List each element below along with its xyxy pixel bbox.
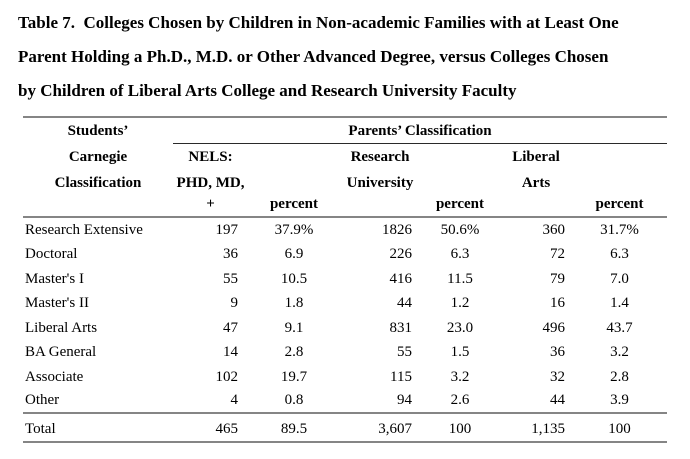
header-spacer xyxy=(420,169,500,195)
caption-line-3: by Children of Liberal Arts College and Research University Faculty xyxy=(18,81,517,100)
cell-percent: 3.2 xyxy=(610,344,629,360)
header-plus: + xyxy=(173,195,248,217)
cell-count: 496 xyxy=(542,319,565,336)
header-spacer xyxy=(500,195,572,217)
table-caption xyxy=(18,6,690,108)
cell-percent: 23.0 xyxy=(446,319,474,336)
header-row-3 xyxy=(23,169,667,195)
cell-percent: 43.7 xyxy=(606,319,633,336)
cell-count: 55 xyxy=(397,344,412,360)
cell-count: 94 xyxy=(340,389,420,414)
table-row xyxy=(23,315,667,340)
cell-percent: 1.5 xyxy=(450,344,470,360)
row-label: Total xyxy=(23,413,173,442)
cell-percent: 6.3 xyxy=(450,246,470,262)
header-liberal: Liberal xyxy=(512,149,560,165)
cell-count: 465 xyxy=(173,413,248,442)
cell-percent: 31.7% xyxy=(600,221,639,238)
cell-count: 1826 xyxy=(382,221,412,238)
cell-count: 32 xyxy=(550,368,565,385)
cell-percent: 7.0 xyxy=(610,270,629,287)
caption-line-1: Table 7. Colleges Chosen by Children in Non-academic Families with at Least One xyxy=(18,13,619,32)
cell-count: 197 xyxy=(215,221,238,238)
cell-count: 44 xyxy=(397,295,412,311)
cell-percent: 10.5 xyxy=(280,270,308,287)
row-label: Liberal Arts xyxy=(25,319,98,336)
cell-percent: 1.4 xyxy=(610,295,629,311)
row-label: Research Extensive xyxy=(25,221,143,238)
cell-percent: 1.2 xyxy=(450,295,470,311)
cell-percent: 9.1 xyxy=(284,319,304,336)
header-spacer xyxy=(248,143,340,169)
cell-percent: 3.9 xyxy=(572,389,667,414)
header-students: Students’ xyxy=(67,123,129,139)
cell-count: 102 xyxy=(215,368,238,385)
cell-count: 79 xyxy=(550,270,565,287)
cell-percent: 100 xyxy=(420,413,500,442)
cell-percent: 2.8 xyxy=(284,344,304,360)
cell-count: 416 xyxy=(389,270,412,287)
cell-percent: 0.8 xyxy=(248,389,340,414)
table-header xyxy=(23,117,667,217)
cell-count: 16 xyxy=(550,295,565,311)
table-row xyxy=(23,364,667,389)
table-row xyxy=(23,217,667,242)
cell-percent: 100 xyxy=(572,413,667,442)
row-label: Doctoral xyxy=(25,246,78,262)
row-label: BA General xyxy=(25,344,97,360)
table-row xyxy=(23,266,667,291)
header-spacer xyxy=(340,195,420,217)
cell-percent: 6.3 xyxy=(610,246,629,262)
row-label: Master's II xyxy=(25,295,89,311)
cell-count: 4 xyxy=(173,389,248,414)
cell-count: 360 xyxy=(542,221,565,238)
row-label: Other xyxy=(23,389,173,414)
cell-percent: 19.7 xyxy=(280,368,308,385)
header-percent-nels: percent xyxy=(248,195,340,217)
cell-count: 831 xyxy=(389,319,412,336)
cell-count: 3,607 xyxy=(340,413,420,442)
cell-percent: 37.9% xyxy=(274,221,314,238)
cell-count: 44 xyxy=(500,389,572,414)
header-percent-liberal: percent xyxy=(572,195,667,217)
cell-percent: 89.5 xyxy=(248,413,340,442)
header-classification: Classification xyxy=(54,175,142,191)
cell-count: 55 xyxy=(223,270,238,287)
header-arts: Arts xyxy=(521,175,551,191)
cell-count: 14 xyxy=(223,344,238,360)
colleges-chosen-table xyxy=(23,116,667,443)
row-label: Master's I xyxy=(25,270,84,287)
header-university: University xyxy=(346,175,414,191)
cell-count: 36 xyxy=(550,344,565,360)
cell-count: 115 xyxy=(390,368,412,385)
table-body xyxy=(23,217,667,413)
header-research: Research xyxy=(350,149,410,165)
paper-page xyxy=(0,6,690,443)
header-parents-classification: Parents’ Classification xyxy=(173,117,667,143)
cell-count: 226 xyxy=(389,246,412,262)
row-label: Associate xyxy=(25,368,84,385)
table-row xyxy=(23,291,667,316)
cell-count: 1,135 xyxy=(500,413,572,442)
header-percent-research: percent xyxy=(420,195,500,217)
caption-line-2: Parent Holding a Ph.D., M.D. or Other Advanced Degree, versus Colleges Chosen xyxy=(18,47,609,66)
cell-percent: 11.5 xyxy=(447,270,473,287)
header-phd-md: PHD, MD, xyxy=(176,175,245,191)
header-spacer xyxy=(572,143,667,169)
table-row xyxy=(23,389,667,414)
cell-percent: 2.8 xyxy=(610,368,629,385)
table-row xyxy=(23,242,667,267)
cell-count: 36 xyxy=(223,246,238,262)
cell-count: 9 xyxy=(230,295,238,311)
cell-percent: 2.6 xyxy=(420,389,500,414)
table-row xyxy=(23,340,667,365)
header-row-2 xyxy=(23,143,667,169)
cell-percent: 50.6% xyxy=(440,221,480,238)
header-spacer xyxy=(420,143,500,169)
cell-percent: 6.9 xyxy=(284,246,304,262)
header-spacer xyxy=(23,195,173,217)
header-carnegie: Carnegie xyxy=(68,149,128,165)
cell-percent: 1.8 xyxy=(284,295,304,311)
header-spacer xyxy=(572,169,667,195)
header-row-4 xyxy=(23,195,667,217)
table-foot xyxy=(23,413,667,442)
header-nels: NELS: xyxy=(188,149,233,165)
cell-count: 47 xyxy=(223,319,238,336)
cell-percent: 3.2 xyxy=(450,368,470,385)
cell-count: 72 xyxy=(550,246,565,262)
header-row-1 xyxy=(23,117,667,143)
header-spacer xyxy=(248,169,340,195)
total-row xyxy=(23,413,667,442)
